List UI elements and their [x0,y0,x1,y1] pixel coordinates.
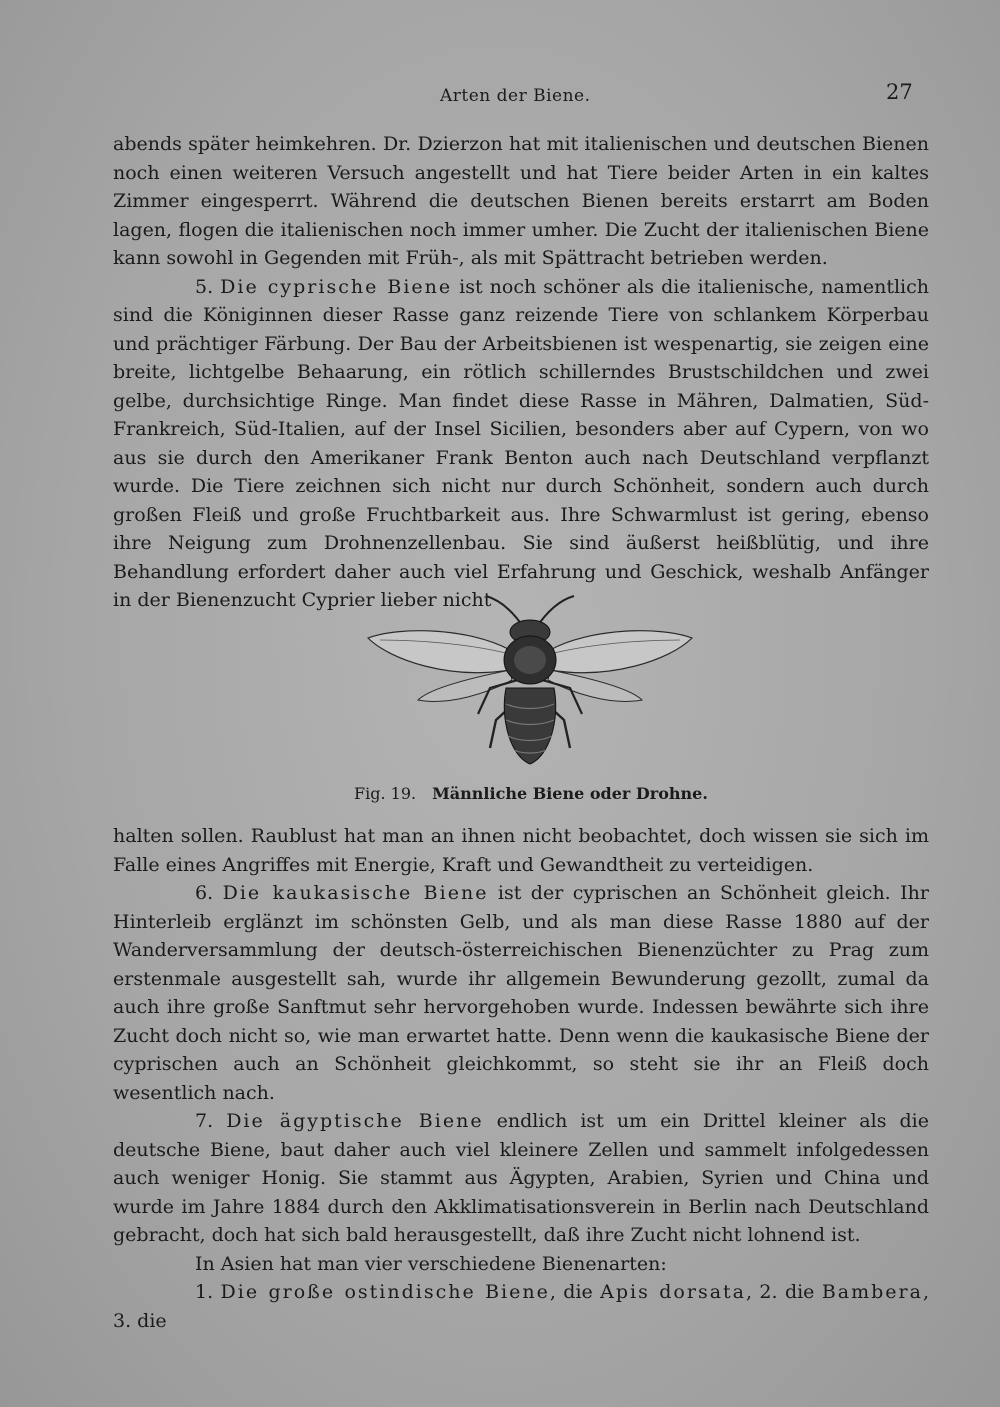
figure-caption [354,784,708,803]
paragraph-cyprische-biene: 5. Die cyprische Biene ist noch schöner als die italienische, namentlich sind die Königinnen dieser Rasse ganz reizende Tiere von schlankem Körperbau und prächtiger Färbung. Der Bau der Arbeitsbienen ist wespenartig, sie zeigen eine breite, lichtgelbe Behaarung, ein rötlich schillerndes Brustschildchen und zwei gelbe, durchsichtige Ringe. Man findet diese Rasse in Mähren, Dalmatien, Süd-Frankreich, Süd-Italien, auf der Insel Sicilien, besonders aber auf Cypern, von wo aus sie durch den Amerikaner Frank Benton auch nach Deutschland verpflanzt wurde. Die Tiere zeichnen sich nicht nur durch Schönheit, sondern auch durch großen Fleiß und große Fruchtbarkeit aus. Ihre Schwarmlust ist gering, ebenso ihre Neigung zum Drohnenzellenbau. Sie sind äußerst heißblütig, und ihre Behandlung erfordert daher auch viel Erfahrung und Geschick, weshalb Anfänger in der Bienenzucht Cyprier lieber nicht [113,275,930,611]
species-term: Die große ostindische Biene [220,1281,550,1303]
paragraph-aegyptische-biene: 7. Die ägyptische Biene endlich ist um ein Drittel kleiner als die deutsche Biene, baut daher auch viel kleinere Zellen und sammelt infolgedessen auch weniger Honig. Sie stammt aus Ägypten, Arabien, Syrien und China und wurde im Jahre 1884 durch den Akklimatisationsverein in Berlin nach Deutschland gebracht, doch hat sich bald herausgestellt, daß ihre Zucht nicht lohnend ist. [113,1110,929,1246]
text-block-top [113,130,929,615]
species-term: Bambera [821,1281,923,1303]
paragraph: abends später heimkehren. Dr. Dzierzon hat mit italienischen und deutschen Bienen noch einen weiteren Versuch angestellt und hat Tiere beider Arten in ein kaltes Zimmer eingesperrt. Während die deutschen Bienen bereits erstarrt am Boden lagen, flogen die italienischen noch immer umher. Die Zucht der italienischen Biene kann sowohl in Gegenden mit Früh-, als mit Spättracht betrieben werden. [113,133,929,269]
paragraph-asian-species: 1. Die große ostindische Biene, die Apis dorsata, 2. die Bambera, 3. die [113,1281,929,1332]
drone-bee-illustration [360,588,700,768]
figure-title: Männliche Biene oder Drohne. [432,784,708,803]
text-block-bottom [113,822,929,1335]
species-term: Die ägyptische Biene [226,1110,484,1132]
species-term: Die cyprische Biene [220,275,453,298]
page-number: 27 [886,80,913,104]
bee-icon [360,588,700,768]
figure-number: Fig. 19. [354,784,417,803]
species-term: Apis dorsata [600,1281,746,1303]
species-term: Die kaukasische Biene [222,882,489,904]
running-title: Arten der Biene. [440,86,591,106]
paragraph-kaukasische-biene: 6. Die kaukasische Biene ist der cyprischen an Schönheit gleich. Ihr Hinterleib erglänzt im schönsten Gelb, und als man diese Rasse 1880 auf der Wanderversammlung der deutsch-österreichischen Bienenzüchter zu Prag zum erstenmale ausgestellt sah, wurde ihr allgemein Bewunderung gezollt, zumal da auch ihre große Sanftmut sehr hervorgehoben wurde. Indessen bewährte sich ihre Zucht doch nicht so, wie man erwartet hatte. Denn wenn die kaukasische Biene der cyprischen auch an Schönheit gleichkommt, so steht sie ihr an Fleiß doch wesentlich nach. [113,882,929,1104]
paragraph: In Asien hat man vier verschiedene Bienenarten: [195,1252,667,1275]
paragraph: halten sollen. Raublust hat man an ihnen nicht beobachtet, doch wissen sie sich im Falle eines Angriffes mit Energie, Kraft und Gewandtheit zu verteidigen. [113,825,929,876]
